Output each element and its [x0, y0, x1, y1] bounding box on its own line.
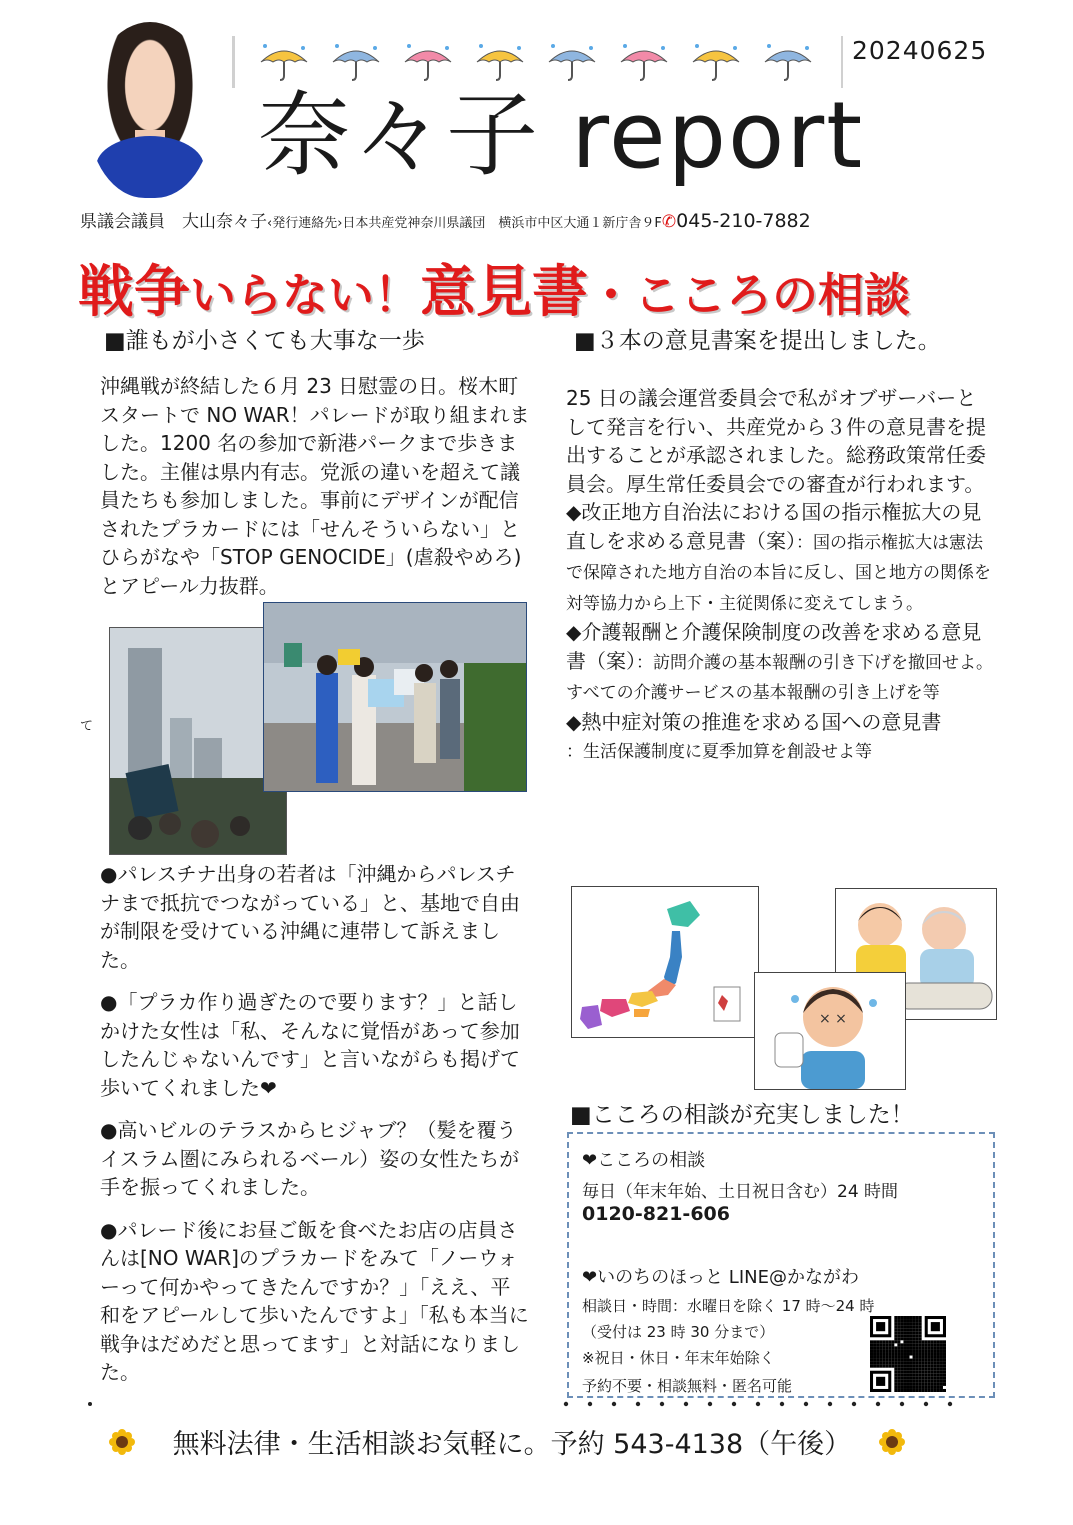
phone-icon: ✆ [661, 212, 677, 232]
umbrella-icon [615, 42, 673, 82]
headline-part: ・ [588, 268, 634, 322]
umbrella-icon [687, 42, 745, 82]
left-section-heading: ■誰もが小さくても大事な一歩 [104, 328, 425, 354]
opinion-item-1 [566, 498, 996, 618]
opinion-desc: ：国の指示権拡大は憲法で保障された地方自治の本旨に反し、国と地方の関係を対等協力から上下・主従関係に変えてしまう。 [566, 532, 991, 614]
right-column [566, 384, 996, 767]
left-paragraph: ●パレスチナ出身の若者は「沖縄からパレスチナまで抵抗でつながっている」と、基地で自由が制限を受けている沖縄に連帯して訴えました。 [100, 862, 520, 972]
headline-part: 戦争 [78, 260, 190, 325]
consult-phone: 0120-821-606 [582, 1203, 730, 1225]
line-consult-reception: （受付は 23 時 30 分まで） [582, 1323, 775, 1341]
opinion-title: ◆改正地方自治法における国の指示権拡大の見直しを求める意見書（案） [566, 500, 982, 553]
issue-date: 20240625 [852, 36, 988, 65]
japan-map-illustration [571, 886, 759, 1038]
umbrella-icon [759, 42, 817, 82]
footer-text: 無料法律・生活相談お気軽に。予約 543-4138（午後） [172, 1429, 852, 1460]
line-consult-title: ❤いのちのほっと LINE@かながわ [582, 1267, 859, 1288]
umbrella-icon [471, 42, 529, 82]
consult-section-heading: ■こころの相談が充実しました！ [570, 1102, 914, 1128]
opinion-item-3 [566, 708, 996, 767]
newsletter-title: 奈々子 report [258, 82, 865, 189]
headline-part: いらない！ [190, 268, 420, 322]
qr-code[interactable] [870, 1316, 946, 1392]
line-consult-exclusions: ※祝日・休日・年末年始除く [582, 1349, 775, 1367]
portrait-photo [88, 22, 212, 198]
headline [78, 248, 910, 328]
sunflower-icon [108, 1428, 136, 1463]
left-bullets [100, 860, 530, 1387]
umbrella-icon [399, 42, 457, 82]
umbrella-icon [255, 42, 313, 82]
heatstroke-illustration [754, 972, 906, 1090]
byline-role: 県議会議員 大山奈々子 [80, 212, 267, 232]
consult-hours: 毎日（年末年始、土日祝日含む）24 時間 [582, 1182, 899, 1202]
footer [108, 1422, 906, 1463]
left-paragraph: ●「プラカ作り過ぎたので要ります？」と話しかけた女性は「私、そんなに覚悟があって参加したんじゃないんです」と言いながらも掲げて歩いてくれました❤ [100, 990, 520, 1100]
left-paragraph: ●パレード後にお昼ご飯を食べたお店の店員さんは[NO WAR]のプラカードをみて「ノーウォーって何かやってきたんですか？」「ええ、平和をアピールして歩いたんですよ」「私も本当に戦争はだめだと思ってます」と対話になりました。 [100, 1217, 529, 1384]
headline-part: 意見書 [420, 260, 588, 325]
parade-photo-buildings [109, 627, 287, 855]
opinion-desc: ：生活保護制度に夏季加算を創設せよ等 [566, 742, 872, 762]
opinion-desc: ：訪問介護の基本報酬の引き下げを撤回せよ。すべての介護サービスの基本報酬の引き上げを等 [566, 652, 993, 703]
umbrella-icon [327, 42, 385, 82]
svg-text:× ×: × × [819, 1011, 847, 1027]
dotted-divider [88, 1392, 978, 1416]
umbrella-decoration [232, 36, 843, 88]
parade-photo-marchers [263, 602, 527, 792]
consult-title: ❤こころの相談 [582, 1150, 706, 1171]
byline [80, 207, 811, 232]
opinion-title: ◆介護報酬と介護保険制度の改善を求める意見書（案） [566, 620, 982, 673]
headline-part: こころの相談 [634, 268, 910, 322]
line-consult-terms: 予約不要・相談無料・匿名可能 [582, 1377, 793, 1395]
line-consult-hours: 相談日・時間：水曜日を除く 17 時～24 時 [582, 1297, 875, 1315]
stray-character: て [80, 719, 94, 734]
byline-phone: 045-210-7882 [676, 210, 811, 232]
left-paragraph: 沖縄戦が終結した６月 23 日慰霊の日。桜木町スタートで NO WAR！パレードが取り組まれました。1200 名の参加で新港パークまで歩きました。主催は県内有志。党派の違いを超えて議員たちも参加しました。事前にデザインが配信されたプラカードには「せんそういらない」とひらがなや「STOP GENOCIDE」(虐殺やめろ)とアピール力抜群。 [100, 374, 530, 598]
right-section-heading: ■３本の意見書案を提出しました。 [574, 328, 941, 354]
right-paragraph: 25 日の議会運営委員会で私がオブザーバーとして発言を行い、共産党から３件の意見書を提出することが承認されました。総務政策常任委員会。厚生常任委員会での審査が行われます。 [566, 386, 986, 496]
opinion-title: ◆熱中症対策の推進を求める国への意見書 [566, 709, 942, 734]
sunflower-icon [878, 1428, 906, 1463]
left-paragraph: ●高いビルのテラスからヒジャブ？（髪を覆うイスラム圏にみられるベール）姿の女性たちが手を振ってくれました。 [100, 1118, 520, 1199]
umbrella-icon [543, 42, 601, 82]
opinion-item-2 [566, 618, 996, 708]
byline-contact: ‹発行連絡先›日本共産党神奈川県議団 横浜市中区大通１新庁舎９F [267, 216, 662, 231]
left-column [100, 372, 530, 600]
